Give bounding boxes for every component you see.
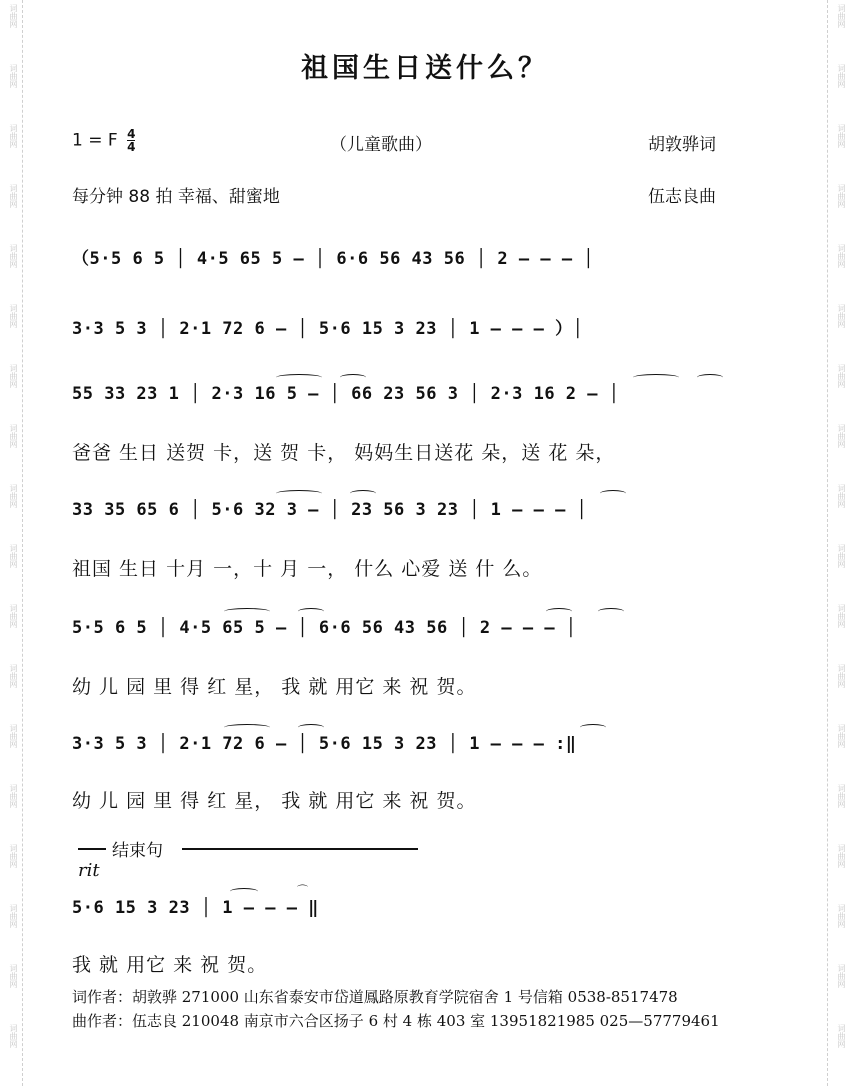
- notation-line-2: 3·3 5 3 │ 2·1 72 6 – │ 5·6 15 3 23 │ 1 – – – ）│: [72, 319, 584, 339]
- slur: [224, 724, 270, 731]
- slur: [276, 374, 322, 381]
- left-watermark-strip: [0, 0, 23, 1086]
- watermark: 词曲网: [837, 904, 846, 928]
- watermark: 词曲网: [9, 604, 18, 628]
- right-watermark-strip: [827, 0, 850, 1086]
- slur: [350, 490, 376, 497]
- watermark: 词曲网: [9, 544, 18, 568]
- watermark: 词曲网: [9, 424, 18, 448]
- fermata-icon: ⌒: [297, 884, 308, 897]
- composer-credit: 伍志良曲: [648, 187, 716, 207]
- watermark: 词曲网: [837, 64, 846, 88]
- watermark: 词曲网: [9, 784, 18, 808]
- watermark: 词曲网: [837, 364, 846, 388]
- watermark: 词曲网: [9, 124, 18, 148]
- watermark: 词曲网: [837, 964, 846, 988]
- watermark: 词曲网: [9, 244, 18, 268]
- watermark: 词曲网: [837, 1024, 846, 1048]
- slur: [230, 888, 258, 895]
- watermark: 词曲网: [9, 664, 18, 688]
- lyric-line-5: 幼 儿 园 里 得 红 星， 我 就 用它 来 祝 贺。: [72, 676, 477, 698]
- slur: [633, 374, 679, 381]
- watermark: 词曲网: [9, 304, 18, 328]
- genre-label: （儿童歌曲）: [330, 135, 432, 155]
- time-signature-bottom: 4: [127, 140, 136, 154]
- ending-lyric: 我 就 用它 来 祝 贺。: [72, 954, 268, 976]
- watermark: 词曲网: [837, 724, 846, 748]
- watermark: 词曲网: [837, 4, 846, 28]
- watermark: 词曲网: [837, 244, 846, 268]
- key-text: 1 = F: [72, 130, 118, 151]
- watermark: 词曲网: [837, 184, 846, 208]
- ending-bracket-right: [182, 848, 418, 850]
- watermark: 词曲网: [837, 484, 846, 508]
- watermark: 词曲网: [837, 664, 846, 688]
- key-signature: [72, 128, 135, 153]
- watermark: 词曲网: [9, 484, 18, 508]
- watermark: 词曲网: [9, 724, 18, 748]
- notation-line-3: 55 33 23 1 │ 2·3 16 5 – │ 66 23 56 3 │ 2·3 16 2 – │: [72, 384, 620, 404]
- time-signature-top: 4: [127, 127, 136, 141]
- slur: [580, 724, 606, 731]
- slur: [298, 608, 324, 615]
- watermark: 词曲网: [837, 304, 846, 328]
- tempo-marking: 每分钟 88 拍 幸福、甜蜜地: [72, 187, 280, 207]
- ending-bracket-left: [78, 848, 106, 850]
- watermark: 词曲网: [837, 544, 846, 568]
- slur: [276, 490, 322, 497]
- watermark: 词曲网: [9, 184, 18, 208]
- slur: [600, 490, 626, 497]
- notation-line-5: 5·5 6 5 │ 4·5 65 5 – │ 6·6 56 43 56 │ 2 – – – │: [72, 618, 577, 638]
- time-signature: [127, 128, 135, 153]
- watermark: 词曲网: [9, 364, 18, 388]
- ritardando-marking: rit: [78, 860, 100, 881]
- notation-line-4: 33 35 65 6 │ 5·6 32 3 – │ 23 56 3 23 │ 1 – – – │: [72, 500, 588, 520]
- watermark: 词曲网: [837, 604, 846, 628]
- watermark: 词曲网: [9, 1024, 18, 1048]
- watermark: 词曲网: [9, 844, 18, 868]
- slur: [697, 374, 723, 381]
- watermark: 词曲网: [837, 844, 846, 868]
- footer-composer-contact: 曲作者：伍志良 210048 南京市六合区扬子 6 村 4 栋 403 室 13951821985 025—57779461: [72, 1012, 720, 1030]
- notation-line-6: 3·3 5 3 │ 2·1 72 6 – │ 5·6 15 3 23 │ 1 – – – :‖: [72, 734, 577, 754]
- watermark: 词曲网: [837, 124, 846, 148]
- watermark: 词曲网: [9, 964, 18, 988]
- watermark: 词曲网: [9, 64, 18, 88]
- slur: [298, 724, 324, 731]
- watermark: 词曲网: [837, 424, 846, 448]
- ending-notation: 5·6 15 3 23 │ 1 – – – ‖: [72, 898, 319, 918]
- lyric-line-6: 幼 儿 园 里 得 红 星， 我 就 用它 来 祝 贺。: [72, 790, 477, 812]
- watermark: 词曲网: [9, 4, 18, 28]
- footer-lyricist-contact: 词作者：胡敦骅 271000 山东省泰安市岱道鳳路原教育学院宿舍 1 号信箱 0538-8517478: [72, 988, 678, 1006]
- watermark: 词曲网: [9, 904, 18, 928]
- ending-label: 结束句: [112, 841, 163, 861]
- slur: [546, 608, 572, 615]
- slur: [224, 608, 270, 615]
- lyric-line-3: 爸爸 生日 送贺 卡，送 贺 卡， 妈妈生日送花 朵，送 花 朵，: [72, 442, 616, 464]
- slur: [598, 608, 624, 615]
- lyric-line-4: 祖国 生日 十月 一，十 月 一， 什么 心爱 送 什 么。: [72, 558, 543, 580]
- slur: [340, 374, 366, 381]
- lyricist-credit: 胡敦骅词: [648, 135, 716, 155]
- watermark: 词曲网: [837, 784, 846, 808]
- song-title: 祖国生日送什么？: [301, 53, 549, 84]
- notation-line-1: （5·5 6 5 │ 4·5 65 5 – │ 6·6 56 43 56 │ 2 – – – │: [72, 249, 595, 269]
